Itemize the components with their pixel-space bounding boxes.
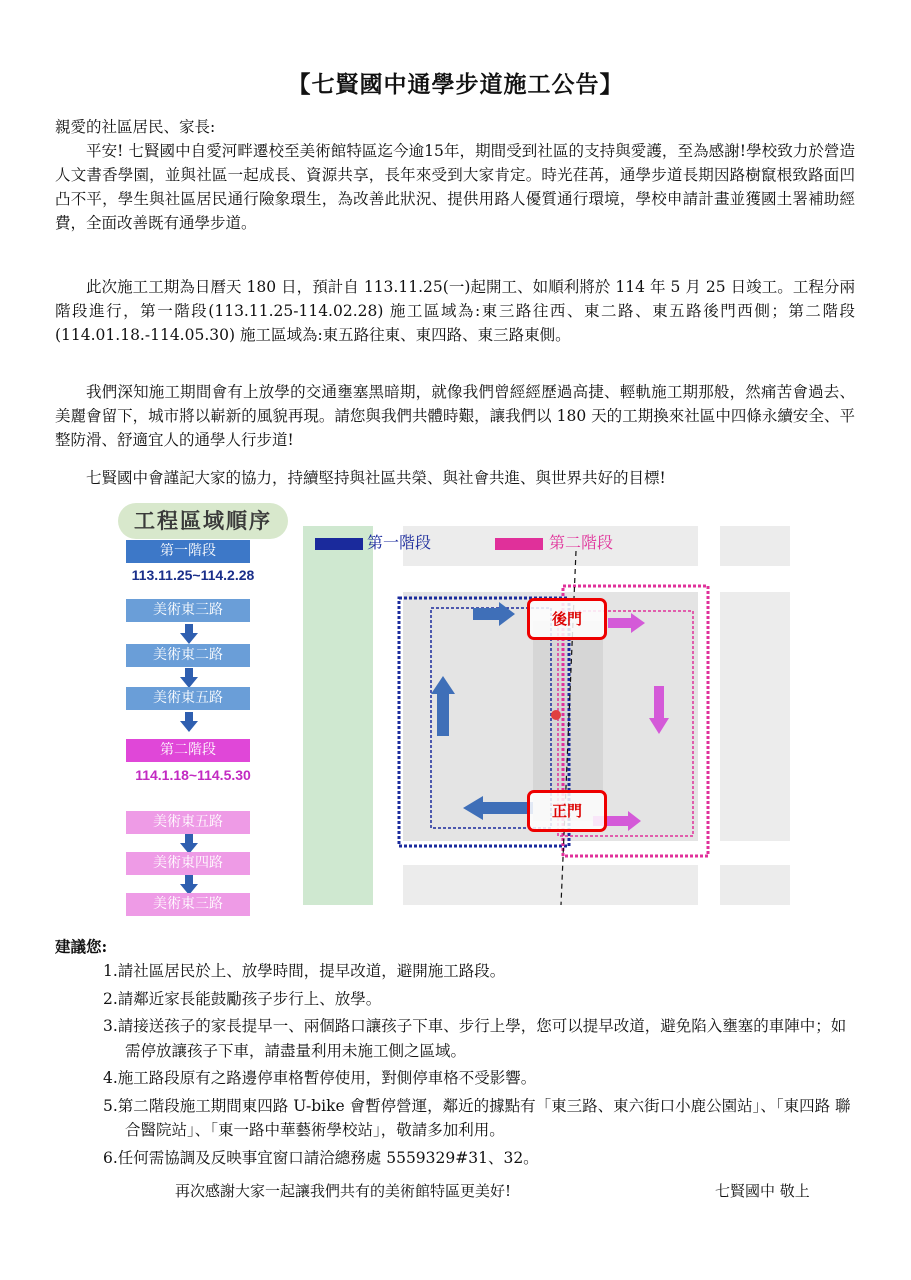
park-area bbox=[303, 526, 373, 905]
phase1-label: 第一階段 bbox=[126, 540, 250, 563]
greeting: 親愛的社區居民、家長: bbox=[55, 118, 216, 136]
road-north bbox=[373, 566, 790, 592]
suggestions-list bbox=[103, 959, 853, 1173]
phase1-road-3: 美術東五路 bbox=[126, 687, 250, 710]
phase2-dates: 114.1.18~114.5.30 bbox=[135, 767, 251, 783]
sequence-heading: 工程區域順序 bbox=[118, 503, 288, 539]
phase2-road-1: 美術東五路 bbox=[126, 811, 250, 834]
construction-sequence-panel bbox=[118, 503, 288, 918]
down-arrow-icon bbox=[180, 624, 198, 644]
list-item: 3.請接送孩子的家長提早一、兩個路口讓孩子下車、步行上學，您可以提早改道，避免陷入壅塞的車陣中；如需停放讓孩子下車，請盡量利用未施工側之區域。 bbox=[103, 1017, 847, 1060]
phase1-road-1: 美術東三路 bbox=[126, 599, 250, 622]
legend-phase1-swatch bbox=[315, 538, 363, 550]
paragraph-commitment: 七賢國中會謹記大家的協力，持續堅持與社區共榮、與社會共進、與世界共好的目標! bbox=[86, 469, 666, 487]
down-arrow-icon bbox=[180, 668, 198, 688]
phase2-label: 第二階段 bbox=[126, 739, 250, 762]
list-item: 5.第二階段施工期間東四路 U-bike 會暫停營運，鄰近的據點有「東三路、東六街口小鹿公園站」、「東四路 聯合醫院站」、「東一路中華藝術學校站」，敬請多加利用。 bbox=[103, 1096, 851, 1139]
construction-map bbox=[303, 526, 790, 905]
paragraph-intro: 平安! 七賢國中自愛河畔遷校至美術館特區迄今逾15年，期間受到社區的支持與愛護，至為感謝!學校致力於營造人文書香學園，並與社區一起成長、資源共享，長年來受到大家肯定。時光荏苒，通學步道長期因路樹竄根致路面凹凸不平，學生與社區居民通行險象環生，為改善此狀況、提供用路人優質通行環境，學校申請計畫並獲國土署補助經費，全面改善既有通學步道。 bbox=[55, 142, 855, 232]
signature: 七賢國中 敬上 bbox=[715, 1182, 810, 1200]
closing-line: 再次感謝大家一起讓我們共有的美術館特區更美好! bbox=[175, 1182, 512, 1200]
list-item: 2.請鄰近家長能鼓勵孩子步行上、放學。 bbox=[103, 989, 382, 1008]
down-arrow-icon bbox=[180, 834, 198, 854]
list-item: 1.請社區居民於上、放學時間，提早改道，避開施工路段。 bbox=[103, 962, 506, 980]
list-item: 4.施工路段原有之路邊停車格暫停使用，對側停車格不受影響。 bbox=[103, 1069, 537, 1087]
map-drawing bbox=[303, 526, 790, 905]
back-gate-label: 後門 bbox=[527, 598, 607, 640]
down-arrow-icon bbox=[180, 875, 198, 895]
page-title: 【七賢國中通學步道施工公告】 bbox=[287, 71, 624, 98]
list-item: 6.任何需協調及反映事宜窗口請洽總務處 5559329#31、32。 bbox=[103, 1148, 539, 1167]
phase1-dates: 113.11.25~114.2.28 bbox=[131, 567, 255, 583]
paragraph-apology: 我們深知施工期間會有上放學的交通壅塞黑暗期，就像我們曾經經歷過高捷、輕軌施工期那般，然痛苦會過去、美麗會留下，城市將以嶄新的風貌再現。請您與我們共體時艱，讓我們以 180 天的工期換來社區中四條永續安全、平整防滑、舒適宜人的通學人行步道! bbox=[55, 383, 855, 449]
suggestions-title: 建議您: bbox=[55, 937, 108, 956]
legend-phase2-swatch bbox=[495, 538, 543, 550]
legend-phase1-label: 第一階段 bbox=[367, 533, 432, 552]
phase2-road-3: 美術東三路 bbox=[126, 893, 250, 916]
school-pin-icon bbox=[551, 710, 561, 720]
paragraph-schedule: 此次施工工期為日曆天 180 日，預計自 113.11.25(一)起開工、如順利將於 114 年 5 月 25 日竣工。工程分兩階段進行，第一階段(113.11.25-114.02.28) 施工區域為:東三路往西、東二路、東五路後門西側；第二階段(114.01.18.-114.05.30) 施工區域為:東五路往東、東四路、東三路東側。 bbox=[55, 278, 855, 344]
front-gate-label: 正門 bbox=[527, 790, 607, 832]
legend-phase2-label: 第二階段 bbox=[549, 533, 614, 552]
phase2-road-2: 美術東四路 bbox=[126, 852, 250, 875]
down-arrow-icon bbox=[180, 712, 198, 732]
phase1-road-2: 美術東二路 bbox=[126, 644, 250, 667]
